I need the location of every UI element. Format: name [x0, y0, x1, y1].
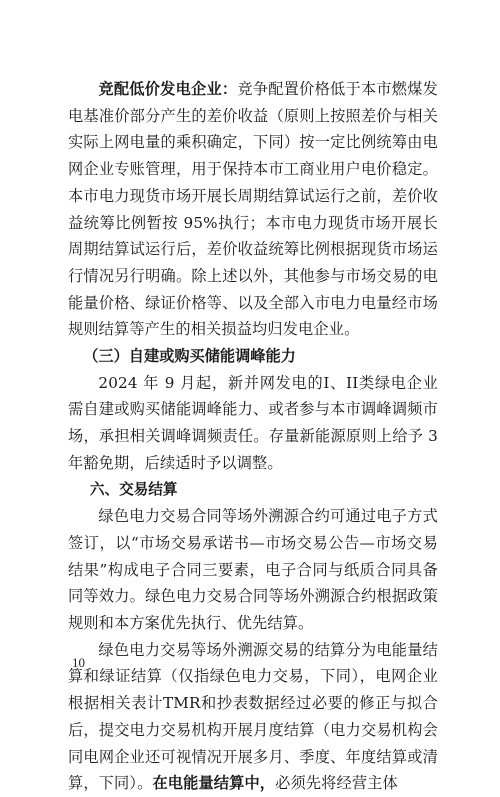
section-heading-storage: （三）自建或购买储能调峰能力	[83, 347, 296, 366]
paragraph-emphasis: 在电能量结算中，	[152, 774, 276, 793]
paragraph-body: 竞争配置价格低于本市燃煤发电基准价部分产生的差价收益（原则上按照差价与相关实际上网电量的乘积确定，下同）按一定比例统筹由电网企业专账管理，用于保持本市工商业用户电价稳定。本市电力现货市场开展长周期结算试运行之前，差价收益统筹比例暂按 95%执行；本市电力现货市场开展长周期结算试运行后，差价收益统筹比例根据现货市场运行情况另行明确。除上述以外，其他参与市场交易的电能量价格、绿证价格等、以及全部入市电力电量经市场规则结算等产生的相关损益均归发电企业。	[68, 80, 438, 339]
paragraph-settlement	[68, 637, 438, 797]
section-heading-settlement: 六、交易结算	[89, 480, 178, 498]
page-number: 10	[72, 655, 85, 670]
paragraph-storage: 2024 年 9 月起，新并网发电的I、II类绿电企业需自建或购买储能调峰能力、或者参与本市调峰调频市场，承担相关调峰调频责任。存量新能源原则上给予 3 年豁免期，后续适时予以调整。	[68, 373, 438, 472]
paragraph-body: 绿色电力交易等场外溯源交易的结算分为电能量结算和绿证结算（仅指绿色电力交易，下同），电网企业根据相关表计TMR和抄表数据经过必要的修正与拟合后，提交电力交易机构开展月度结算（电力交易机构会同电网企业还可视情况开展多月、季度、年度结算或清算，下同）。	[68, 640, 438, 793]
paragraph-tail: 必须先将经营主体	[275, 774, 398, 793]
document-page	[68, 76, 438, 797]
paragraph-contracts: 绿色电力交易合同等场外溯源合约可通过电子方式签订，以“市场交易承诺书—市场交易公告—市场交易结果”构成电子合同三要素，电子合同与纸质合同具备同等效力。绿色电力交易合同等场外溯源合约根据政策规则和本方案优先执行、优先结算。	[68, 507, 438, 633]
paragraph-low-price-generators	[68, 76, 438, 343]
paragraph-lead-term: 竞配低价发电企业：	[98, 80, 238, 98]
